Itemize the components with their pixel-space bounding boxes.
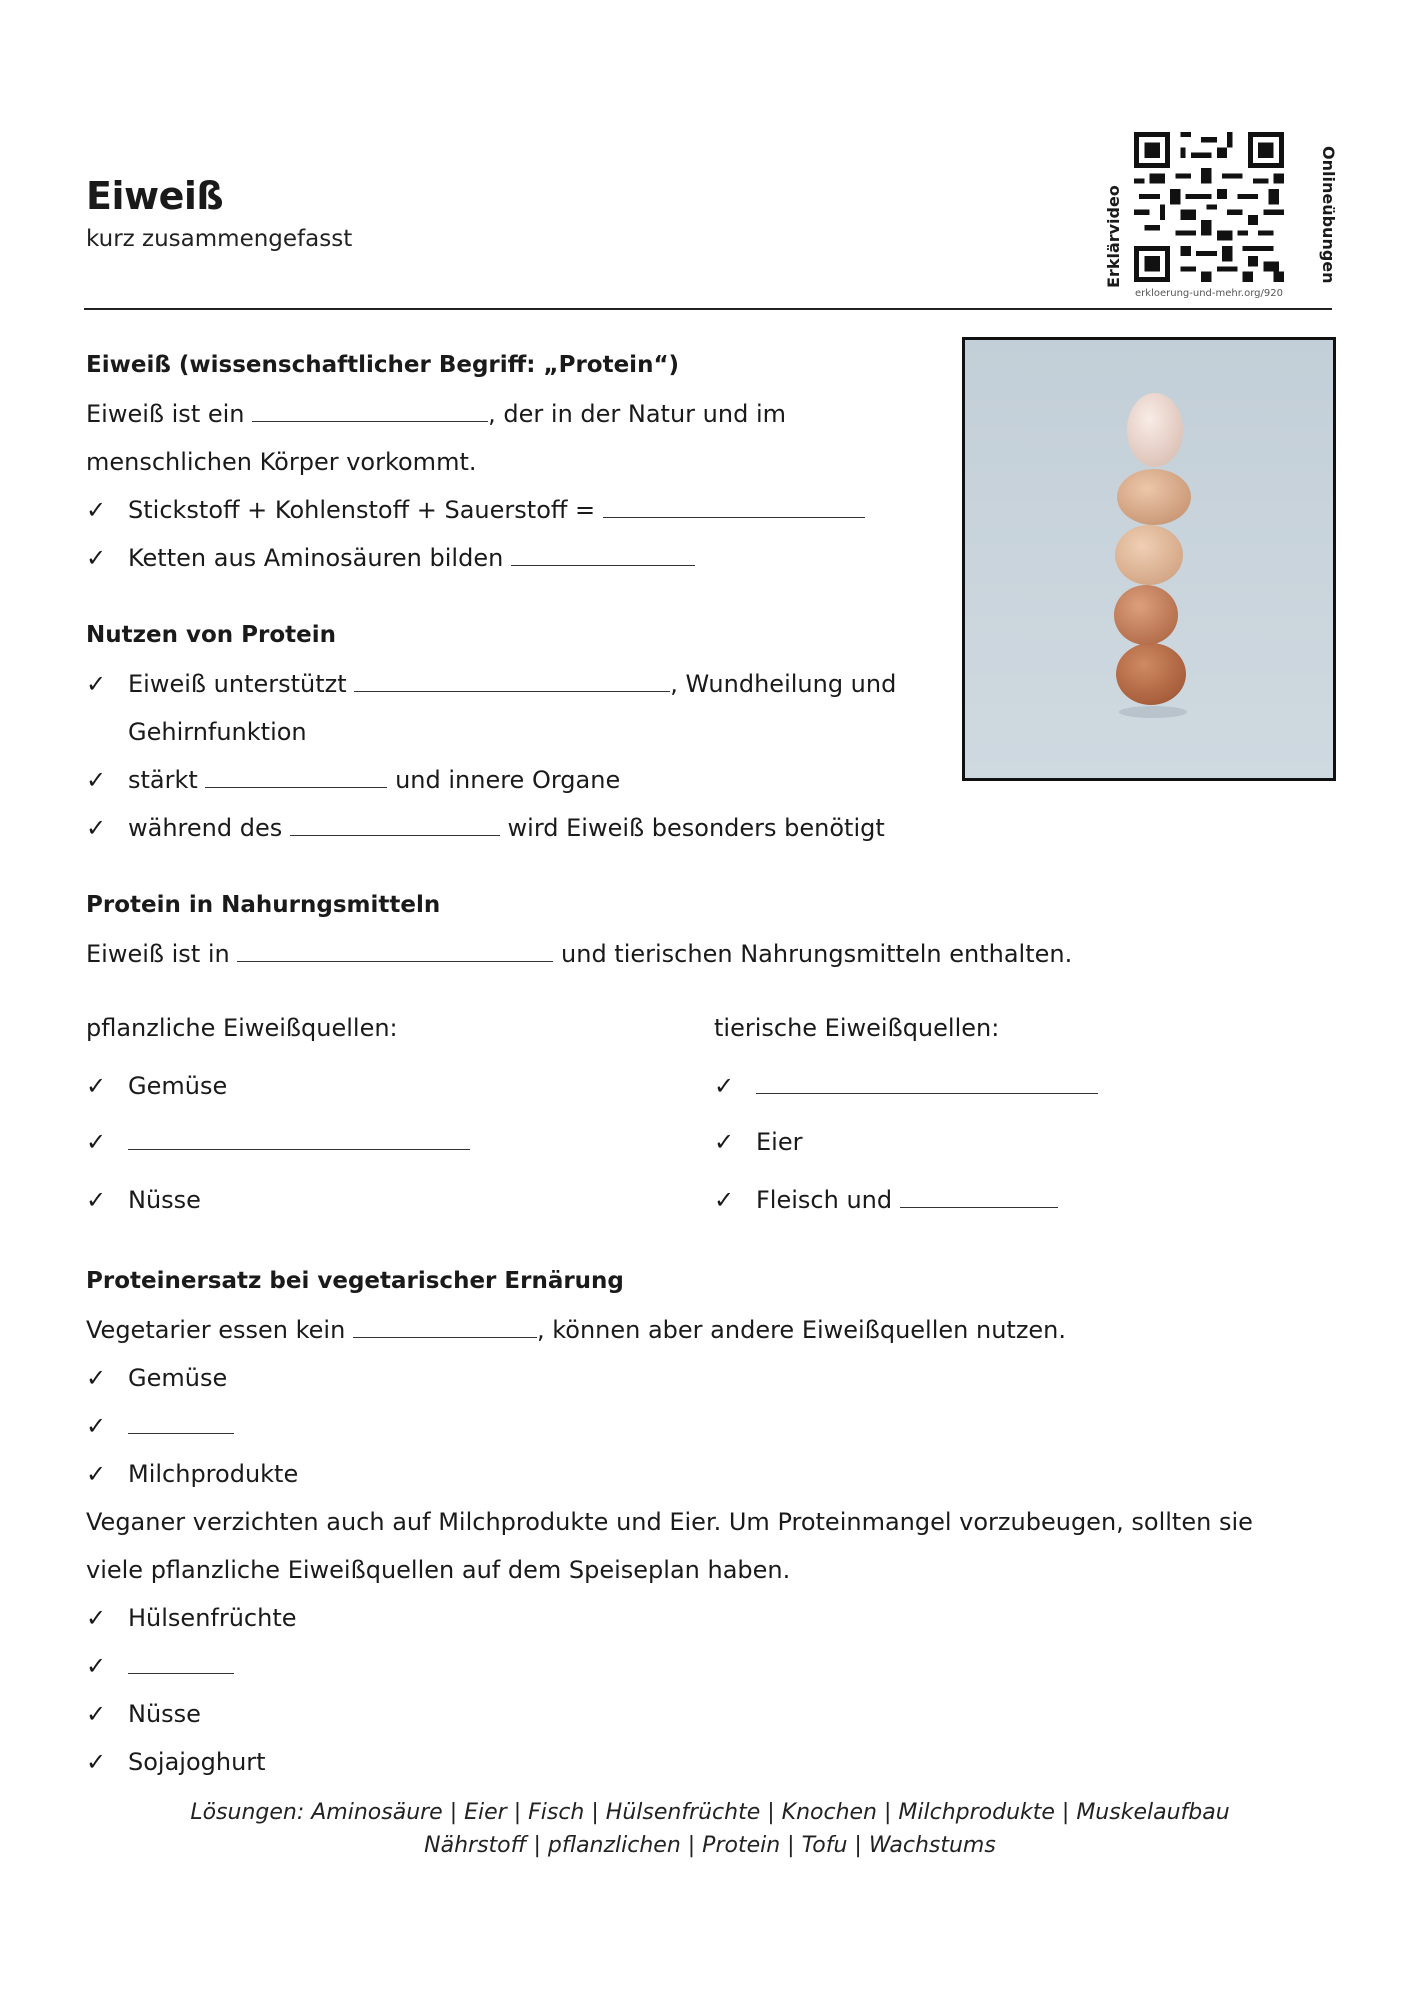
check-icon: ✓ xyxy=(86,1128,107,1156)
blank-field[interactable] xyxy=(205,769,387,788)
qr-block xyxy=(1092,128,1338,308)
list-item xyxy=(86,1652,234,1680)
check-icon: ✓ xyxy=(86,1700,107,1728)
eggs-photo xyxy=(962,337,1336,781)
check-icon: ✓ xyxy=(86,1186,107,1214)
blank-field[interactable] xyxy=(128,1131,470,1150)
check-icon: ✓ xyxy=(86,1072,107,1100)
blank-field[interactable] xyxy=(603,499,865,518)
blank-field[interactable] xyxy=(511,547,695,566)
egg-3 xyxy=(1115,525,1183,585)
blank-field[interactable] xyxy=(128,1655,234,1674)
blank-field[interactable] xyxy=(354,673,670,692)
list-item xyxy=(86,1128,470,1156)
vegan-line2: viele pflanzliche Eiweißquellen auf dem Speiseplan haben. xyxy=(86,1556,791,1584)
section-protein-line2: menschlichen Körper vorkommt. xyxy=(86,448,477,476)
check-icon: ✓ xyxy=(714,1128,735,1156)
check-icon: ✓ xyxy=(86,1748,107,1776)
section-protein-line1: Eiweiß ist ein , der in der Natur und im xyxy=(86,400,787,428)
egg-5 xyxy=(1116,643,1186,705)
qr-label-exercises: Onlineübungen xyxy=(1319,146,1338,284)
list-item: ✓ Hülsenfrüchte xyxy=(86,1604,297,1632)
list-item: ✓ stärkt und innere Organe xyxy=(86,766,621,794)
blank-field[interactable] xyxy=(128,1415,234,1434)
egg-2 xyxy=(1117,469,1191,525)
section-food-heading: Protein in Nahurngsmitteln xyxy=(86,892,441,918)
section-protein-heading: Eiweiß (wissenschaftlicher Begriff: „Protein“) xyxy=(86,352,680,378)
list-item xyxy=(714,1072,1098,1100)
eggs-illustration xyxy=(965,340,1333,778)
list-item: ✓ Milchprodukte xyxy=(86,1460,299,1488)
check-icon: ✓ xyxy=(86,1460,107,1488)
solutions-line1: Lösungen: Aminosäure | Eier | Fisch | Hülsenfrüchte | Knochen | Milchprodukte | Muskelaufbau xyxy=(190,1800,1230,1825)
list-item-continuation: Gehirnfunktion xyxy=(128,718,307,746)
solutions-box xyxy=(86,1796,1334,1862)
list-item: ✓ Eiweiß unterstützt , Wundheilung und xyxy=(86,670,897,698)
list-item: ✓ Sojajoghurt xyxy=(86,1748,266,1776)
check-icon: ✓ xyxy=(86,544,107,572)
qr-label-video: Erklärvideo xyxy=(1104,185,1123,288)
blank-field[interactable] xyxy=(252,403,488,422)
header-divider xyxy=(84,308,1332,310)
animal-sources-title: tierische Eiweißquellen: xyxy=(714,1014,1000,1042)
list-item: ✓ Ketten aus Aminosäuren bilden xyxy=(86,544,695,572)
qr-code-icon[interactable] xyxy=(1134,132,1284,282)
section-food-line: Eiweiß ist in und tierischen Nahrungsmitteln enthalten. xyxy=(86,940,1073,968)
page-title: Eiweiß xyxy=(86,174,224,218)
plant-sources-title: pflanzliche Eiweißquellen: xyxy=(86,1014,398,1042)
section-vegetarian-heading: Proteinersatz bei vegetarischer Ernärung xyxy=(86,1268,624,1294)
blank-field[interactable] xyxy=(353,1319,537,1338)
list-item: ✓ Nüsse xyxy=(86,1186,201,1214)
list-item xyxy=(86,1412,234,1440)
vegan-line1: Veganer verzichten auch auf Milchprodukte und Eier. Um Proteinmangel vorzubeugen, sollten sie xyxy=(86,1508,1253,1536)
egg-1 xyxy=(1127,393,1183,467)
check-icon: ✓ xyxy=(86,1604,107,1632)
list-item: ✓ Fleisch und xyxy=(714,1186,1058,1214)
blank-field[interactable] xyxy=(900,1189,1058,1208)
list-item: ✓ Eier xyxy=(714,1128,803,1156)
check-icon: ✓ xyxy=(714,1186,735,1214)
check-icon: ✓ xyxy=(86,1652,107,1680)
list-item: ✓ Gemüse xyxy=(86,1072,228,1100)
blank-field[interactable] xyxy=(756,1075,1098,1094)
section-vegetarian-line: Vegetarier essen kein , können aber andere Eiweißquellen nutzen. xyxy=(86,1316,1067,1344)
list-item: ✓ Gemüse xyxy=(86,1364,228,1392)
check-icon: ✓ xyxy=(86,496,107,524)
check-icon: ✓ xyxy=(86,670,107,698)
check-icon: ✓ xyxy=(86,1412,107,1440)
page-subtitle: kurz zusammengefasst xyxy=(86,226,353,252)
check-icon: ✓ xyxy=(714,1072,735,1100)
list-item: ✓ Stickstoff + Kohlenstoff + Sauerstoff = xyxy=(86,496,865,524)
solutions-line2: Nährstoff | pflanzlichen | Protein | Tofu | Wachstums xyxy=(424,1833,996,1858)
check-icon: ✓ xyxy=(86,1364,107,1392)
section-benefit-heading: Nutzen von Protein xyxy=(86,622,337,648)
blank-field[interactable] xyxy=(290,817,500,836)
qr-url: erkloerung-und-mehr.org/920 xyxy=(1135,288,1283,299)
list-item: ✓ Nüsse xyxy=(86,1700,201,1728)
egg-4 xyxy=(1114,585,1178,645)
blank-field[interactable] xyxy=(237,943,553,962)
check-icon: ✓ xyxy=(86,814,107,842)
check-icon: ✓ xyxy=(86,766,107,794)
list-item: ✓ während des wird Eiweiß besonders benötigt xyxy=(86,814,885,842)
